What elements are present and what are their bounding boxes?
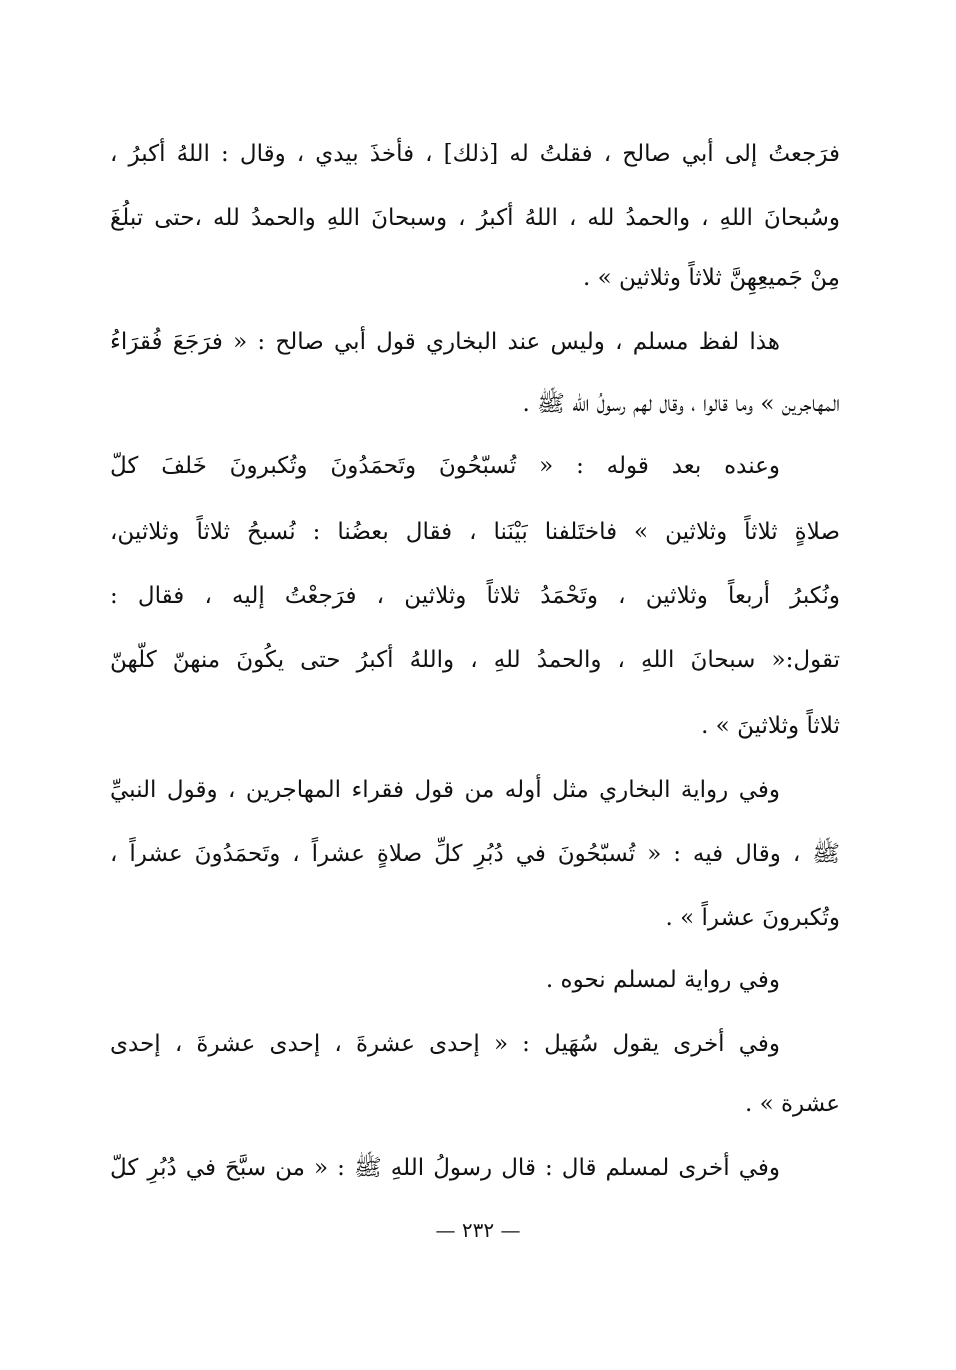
text-line: وفي أخرى لمسلم قال : قال رسولُ اللهِ ﷺ : « من سبَّحَ في دُبُرِ كلّ <box>110 1155 780 1181</box>
text-line: ﷺ ، وقال فيه : « تُسبّحُونَ في دُبُرِ كلِّ صلاةٍ عشراً ، وتَحمَدُونَ عشراً ، <box>110 841 840 867</box>
text-line: وتُكبرونَ عشراً » . <box>665 905 840 931</box>
text-line: وسُبحانَ اللهِ ، والحمدُ لله ، اللهُ أكبرُ ، وسبحانَ اللهِ والحمدُ لله ،حتى تبلُغَ <box>110 205 840 231</box>
text-line: وفي رواية لمسلم نحوه . <box>545 967 780 993</box>
text-line: عشرة » . <box>745 1091 840 1117</box>
text-line: مِنْ جَميعِهِنَّ ثلاثاً وثلاثين » . <box>582 265 840 291</box>
text-line: وعنده بعد قوله : « تُسبّحُونَ وتَحمَدُونَ وتُكبرونَ خَلفَ كلّ <box>110 453 780 479</box>
text-line: وفي أخرى يقول سُهَيل : « إحدى عشرةَ ، إحدى عشرةَ ، إحدى <box>110 1031 780 1057</box>
text-line: تقول:« سبحانَ اللهِ ، والحمدُ للهِ ، واللهُ أكبرُ حتى يكُونَ منهنّ كلّهنّ <box>110 647 840 673</box>
text-line: المهاجرين » وما قالوا ، وقال لهم رسولُ الله ﷺ . <box>522 391 840 417</box>
text-line: صلاةٍ ثلاثاً وثلاثين » فاختَلفنا بَيْنَنا ، فقال بعضُنا : نُسبحُ ثلاثاً وثلاثين، <box>110 519 840 545</box>
text-line: وفي رواية البخاري مثل أوله من قول فقراء المهاجرين ، وقول النبيِّ <box>110 777 780 803</box>
text-line: هذا لفظ مسلم ، وليس عند البخاري قول أبي صالح : « فرَجَعَ فُقرَاءُ <box>110 329 780 355</box>
text-line: ونُكبرُ أربعاً وثلاثين ، وتَحْمَدُ ثلاثاً وثلاثين ، فرَجعْتُ إليه ، فقال : <box>110 583 840 609</box>
page-number: — ٢٣٢ — <box>435 1218 521 1242</box>
text-line: ثلاثاً وثلاثينَ » . <box>701 713 840 739</box>
text-line: فرَجعتُ إلى أبي صالح ، فقلتُ له [ذلك] ، فأخذَ بيدي ، وقال : اللهُ أكبرُ ، <box>110 141 840 167</box>
